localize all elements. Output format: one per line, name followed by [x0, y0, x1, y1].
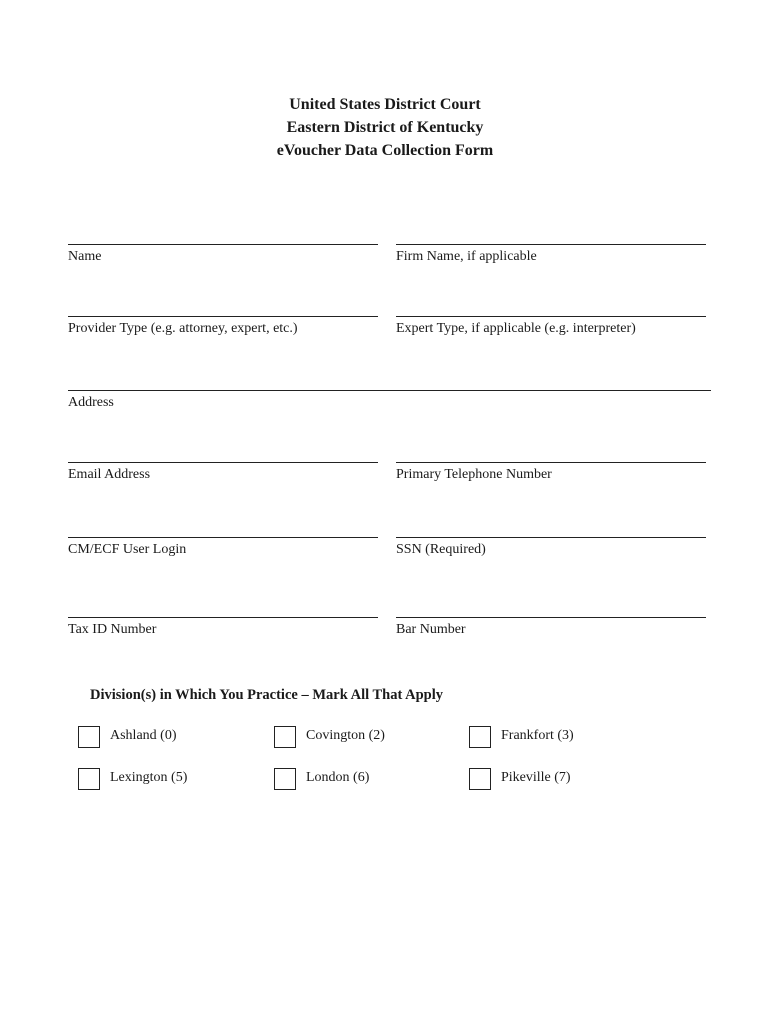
- expert-type-label: Expert Type, if applicable (e.g. interpreter): [396, 321, 636, 336]
- provider-type-line[interactable]: [68, 316, 378, 317]
- pikeville-checkbox[interactable]: [469, 768, 491, 790]
- frankfort-checkbox[interactable]: [469, 726, 491, 748]
- ashland-checkbox[interactable]: [78, 726, 100, 748]
- bar-number-label: Bar Number: [396, 622, 466, 637]
- email-line[interactable]: [68, 462, 378, 463]
- expert-type-line[interactable]: [396, 316, 706, 317]
- lexington-label: Lexington (5): [110, 770, 188, 785]
- address-line[interactable]: [68, 390, 711, 391]
- provider-type-label: Provider Type (e.g. attorney, expert, etc.): [68, 321, 298, 336]
- cmecf-login-line[interactable]: [68, 537, 378, 538]
- firm-name-line[interactable]: [396, 244, 706, 245]
- name-field[interactable]: [68, 244, 378, 274]
- ssn-field[interactable]: [396, 537, 706, 567]
- tax-id-line[interactable]: [68, 617, 378, 618]
- email-label: Email Address: [68, 467, 151, 482]
- form-title: eVoucher Data Collection Form: [276, 142, 494, 159]
- bar-number-field[interactable]: [396, 617, 706, 647]
- name-line[interactable]: [68, 244, 378, 245]
- provider-type-field[interactable]: [68, 316, 378, 346]
- ashland-label: Ashland (0): [110, 728, 177, 743]
- bar-number-line[interactable]: [396, 617, 706, 618]
- tax-id-label: Tax ID Number: [68, 622, 157, 637]
- tax-id-field[interactable]: [68, 617, 378, 647]
- phone-label: Primary Telephone Number: [396, 467, 552, 482]
- district-name: Eastern District of Kentucky: [286, 119, 484, 136]
- phone-line[interactable]: [396, 462, 706, 463]
- address-field[interactable]: [68, 390, 711, 420]
- name-label: Name: [68, 249, 102, 264]
- london-label: London (6): [306, 770, 370, 785]
- address-label: Address: [68, 395, 114, 410]
- covington-checkbox[interactable]: [274, 726, 296, 748]
- court-name: United States District Court: [289, 96, 481, 113]
- cmecf-login-label: CM/ECF User Login: [68, 542, 187, 557]
- expert-type-field[interactable]: [396, 316, 706, 346]
- firm-name-field[interactable]: [396, 244, 706, 274]
- phone-field[interactable]: [396, 462, 706, 492]
- pikeville-label: Pikeville (7): [501, 770, 571, 785]
- cmecf-login-field[interactable]: [68, 537, 378, 567]
- covington-label: Covington (2): [306, 728, 385, 743]
- ssn-label: SSN (Required): [396, 542, 486, 557]
- form-header: [0, 93, 770, 162]
- lexington-checkbox[interactable]: [78, 768, 100, 790]
- london-checkbox[interactable]: [274, 768, 296, 790]
- frankfort-label: Frankfort (3): [501, 728, 574, 743]
- ssn-line[interactable]: [396, 537, 706, 538]
- email-field[interactable]: [68, 462, 378, 492]
- divisions-title: Division(s) in Which You Practice – Mark All That Apply: [90, 687, 444, 703]
- firm-name-label: Firm Name, if applicable: [396, 249, 537, 264]
